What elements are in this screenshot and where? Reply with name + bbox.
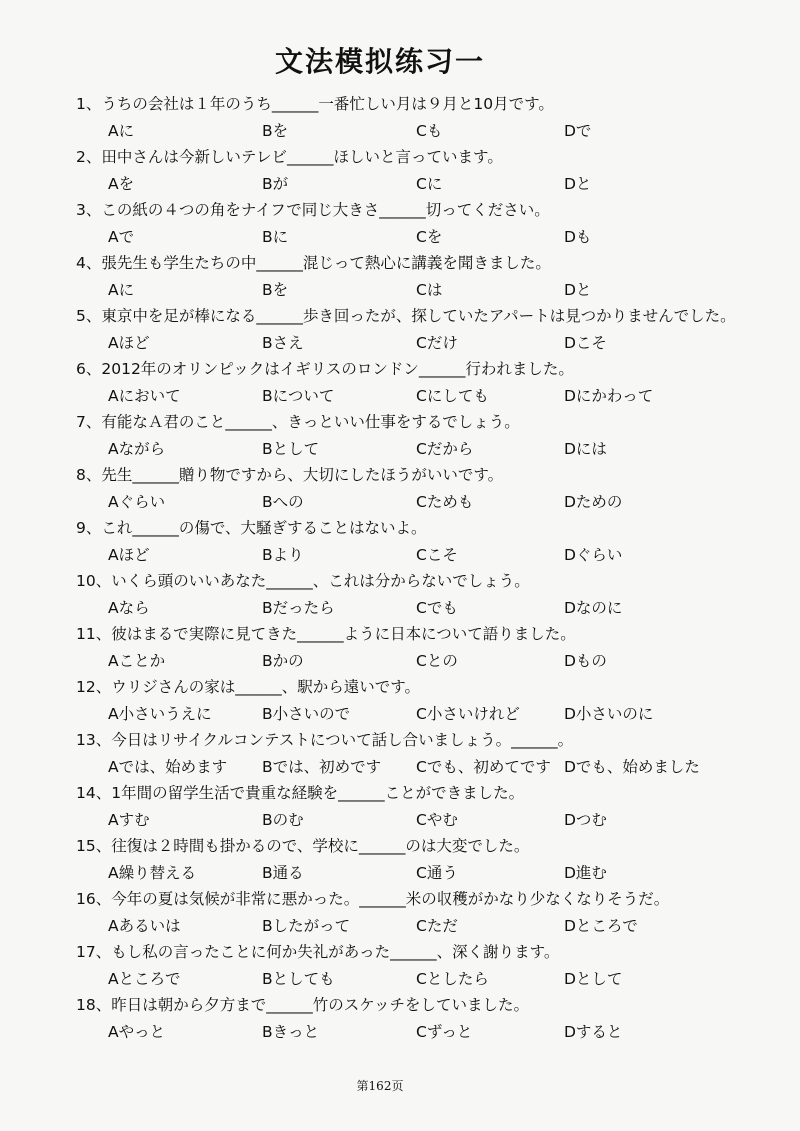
answer-option-a: Aで [108,227,135,246]
question-item [76,409,766,462]
answer-options [76,330,766,357]
question-stem: 12、ウリジさんの家は______、駅から遠いです。 [76,678,420,696]
answer-option-c: Cとの [416,651,458,670]
answer-option-d: Dぐらい [564,545,623,564]
answer-option-b: Bだったら [262,598,335,617]
answer-option-a: Aにおいて [108,386,181,405]
question-item [76,250,766,303]
answer-option-b: B通る [262,863,304,882]
answer-option-d: Dこそ [564,333,607,352]
answer-option-c: Cただ [416,916,458,935]
question-stem: 13、今日はリサイクルコンテストについて話し合いましょう。______。 [76,731,574,749]
answer-option-b: Bとしても [262,969,335,988]
answer-option-a: Aを [108,174,135,193]
answer-options [76,436,766,463]
answer-option-a: Aでは、始めます [108,757,228,776]
answer-option-d: Dでも、始めました [564,757,700,776]
answer-options [76,966,766,993]
question-item [76,886,766,939]
answer-options [76,754,766,781]
question-item [76,568,766,621]
question-item [76,462,766,515]
answer-option-a: Aながら [108,439,166,458]
answer-option-b: Bしたがって [262,916,351,935]
answer-option-a: Aに [108,280,135,299]
answer-option-b: Bかの [262,651,304,670]
question-stem: 6、2012年のオリンピックはイギリスのロンドン______行われました。 [76,360,574,378]
answer-option-c: Cやむ [416,810,458,829]
answer-options [76,807,766,834]
question-list [76,91,766,1045]
answer-option-d: Dで [564,121,592,140]
answer-option-d: Dには [564,439,607,458]
question-item [76,303,766,356]
answer-option-c: Cこそ [416,545,458,564]
question-item [76,939,766,992]
answer-options [76,1019,766,1046]
answer-options [76,595,766,622]
answer-option-d: D進む [564,863,607,882]
question-stem: 14、1年間の留学生活で貴重な経験を______ことができました。 [76,784,525,802]
answer-option-d: D小さいのに [564,704,654,723]
answer-option-d: Dための [564,492,623,511]
question-stem: 4、張先生も学生たちの中______混じって熱心に講義を聞きました。 [76,254,551,272]
answer-option-d: Dなのに [564,598,623,617]
answer-option-c: Cに [416,174,443,193]
answer-option-d: Dもの [564,651,607,670]
answer-option-b: Bきっと [262,1022,320,1041]
answer-option-a: A繰り替える [108,863,197,882]
answer-options [76,171,766,198]
answer-option-c: Cためも [416,492,474,511]
question-stem: 8、先生______贈り物ですから、大切にしたほうがいいです。 [76,466,504,484]
answer-options [76,118,766,145]
answer-option-a: Aに [108,121,135,140]
answer-option-a: Aほど [108,545,150,564]
answer-option-a: Aすむ [108,810,150,829]
answer-option-c: Cとしたら [416,969,489,988]
page-title: 文法模拟练习一 [274,45,485,78]
answer-option-a: Aぐらい [108,492,166,511]
question-item [76,674,766,727]
answer-options [76,224,766,251]
answer-option-a: Aやっと [108,1022,166,1041]
question-item [76,91,766,144]
answer-options [76,277,766,304]
page-number: 第162页 [356,1079,404,1093]
answer-option-d: Dと [564,174,592,193]
answer-option-d: Dところで [564,916,638,935]
answer-option-a: Aことか [108,651,166,670]
question-stem: 3、この紙の４つの角をナイフで同じ大きさ______切ってください。 [76,201,550,219]
answer-option-b: Bより [262,545,304,564]
question-stem: 17、もし私の言ったことに何か失礼があった______、深く謝ります。 [76,943,560,961]
answer-option-b: Bを [262,121,289,140]
answer-options [76,860,766,887]
answer-option-a: Aほど [108,333,150,352]
answer-option-c: Cずっと [416,1022,473,1041]
answer-option-b: Bが [262,174,289,193]
answer-options [76,648,766,675]
question-item [76,515,766,568]
answer-option-c: Cを [416,227,443,246]
question-item [76,992,766,1045]
question-stem: 10、いくら頭のいいあなた______、これは分からないでしょう。 [76,572,530,590]
question-item [76,144,766,197]
answer-option-b: Bさえ [262,333,304,352]
answer-option-d: Dとして [564,969,623,988]
answer-option-c: Cは [416,280,443,299]
answer-option-c: Cでも [416,598,458,617]
answer-option-d: Dも [564,227,592,246]
question-item [76,780,766,833]
answer-options [76,489,766,516]
answer-option-c: Cにしても [416,386,489,405]
question-stem: 5、東京中を足が棒になる______歩き回ったが、探していたアパートは見つかりませんでした。 [76,307,736,325]
answer-options [76,913,766,940]
question-stem: 15、往復は２時間も掛かるので、学校に______のは大変でした。 [76,837,530,855]
question-stem: 18、昨日は朝から夕方まで______竹のスケッチをしていました。 [76,996,529,1014]
answer-option-a: Aあるいは [108,916,181,935]
answer-option-d: Dすると [564,1022,623,1041]
answer-options [76,701,766,728]
question-stem: 11、彼はまるで実際に見てきた______ように日本について語りました。 [76,625,576,643]
answer-option-b: B小さいので [262,704,351,723]
answer-option-b: Bについて [262,386,335,405]
question-stem: 16、今年の夏は気候が非常に悪かった。______米の収穫がかなり少なくなりそうだ。 [76,890,670,908]
answer-option-b: Bを [262,280,289,299]
answer-option-c: Cでも、初めてです [416,757,551,776]
answer-option-b: Bとして [262,439,320,458]
answer-option-c: Cも [416,121,443,140]
question-item [76,356,766,409]
answer-option-b: Bでは、初めです [262,757,382,776]
question-stem: 2、田中さんは今新しいテレビ______ほしいと言っています。 [76,148,503,166]
answer-options [76,542,766,569]
question-item [76,621,766,674]
answer-option-d: Dにかわって [564,386,654,405]
answer-option-b: Bへの [262,492,304,511]
question-item [76,833,766,886]
question-item [76,727,766,780]
answer-option-d: Dと [564,280,592,299]
answer-option-b: Bのむ [262,810,304,829]
answer-option-c: Cだけ [416,333,458,352]
question-stem: 7、有能なＡ君のこと______、きっといい仕事をするでしょう。 [76,413,520,431]
answer-option-a: Aところで [108,969,181,988]
answer-option-a: Aなら [108,598,150,617]
answer-option-b: Bに [262,227,289,246]
question-stem: 9、これ______の傷で、大騒ぎすることはないよ。 [76,519,427,537]
answer-option-a: A小さいうえに [108,704,212,723]
answer-option-c: C通う [416,863,458,882]
question-stem: 1、うちの会社は１年のうち______一番忙しい月は９月と10月です。 [76,95,554,113]
answer-option-c: Cだから [416,439,474,458]
question-item [76,197,766,250]
answer-option-d: Dつむ [564,810,607,829]
answer-options [76,383,766,410]
answer-option-c: C小さいけれど [416,704,520,723]
